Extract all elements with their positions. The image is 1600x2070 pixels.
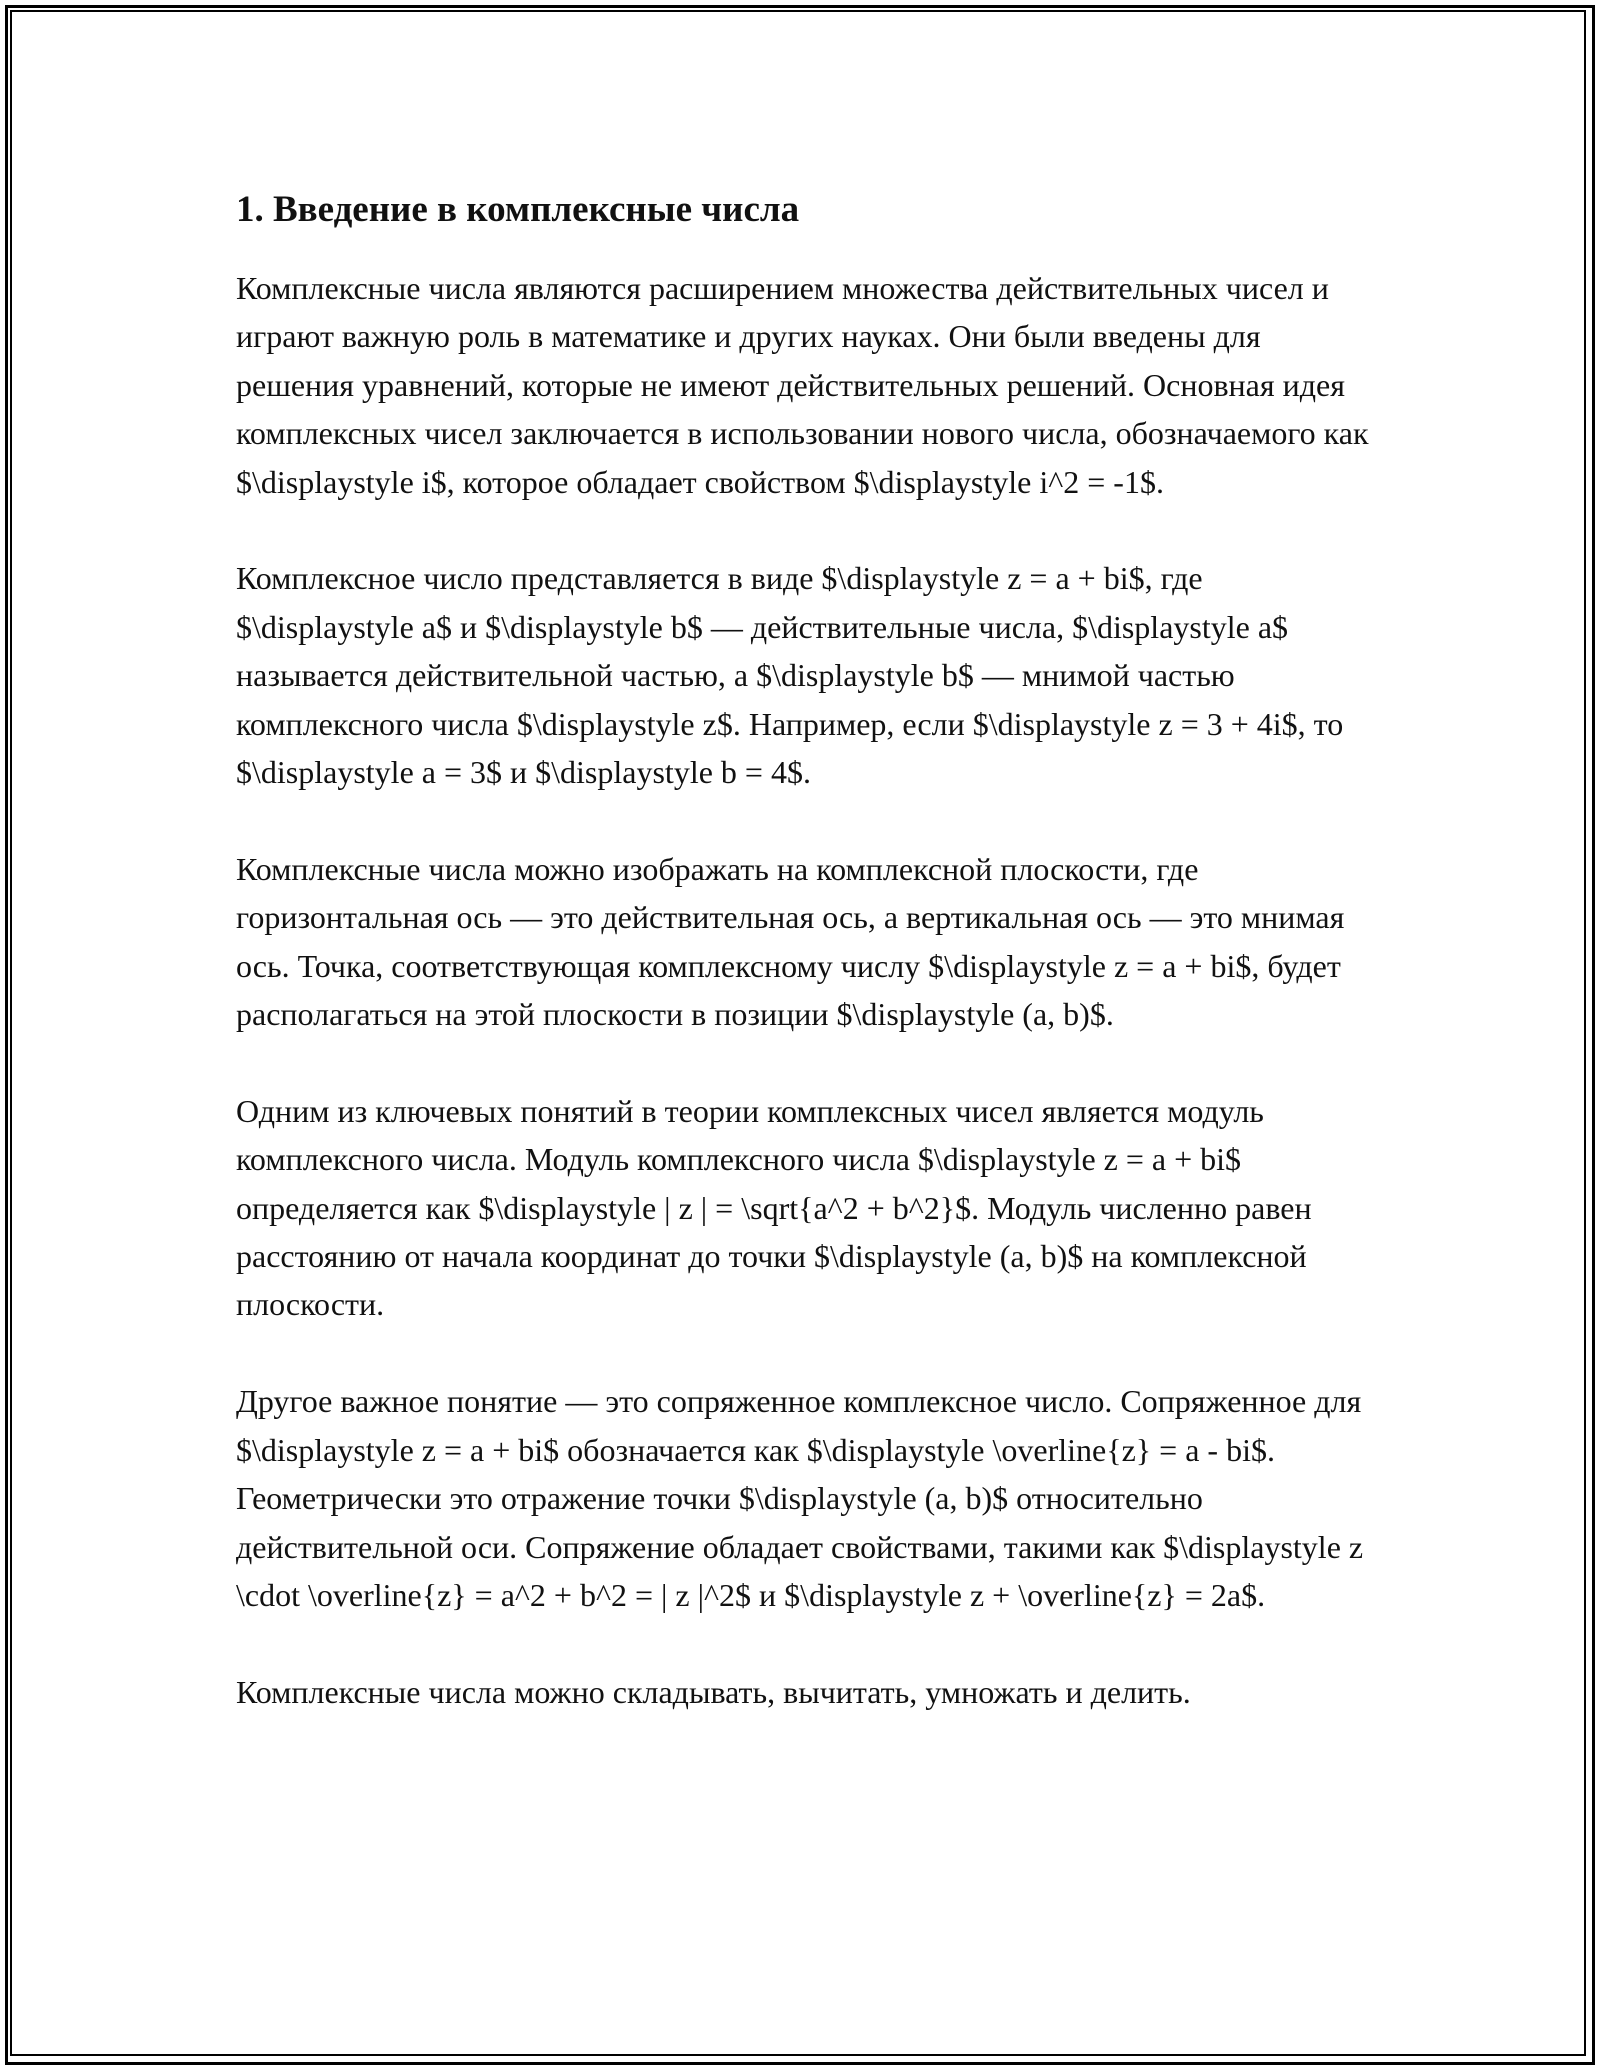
paragraph-representation: Комплексное число представляется в виде $\displaystyle z = a + bi$, где $\displaystyle a$ и $\displaystyle b$ — действительные числа, $\displaystyle a$ называется действительной частью, а $\displaystyle b$ — мнимой частью комплексного числа $\displaystyle z$. Например, если $\displaystyle z = 3 + 4i$, то $\displaystyle a = 3$ и $\displaystyle b = 4$. — [236, 560, 1344, 791]
paragraph-complex-plane: Комплексные числа можно изображать на комплексной плоскости, где горизонтальная ось — это действительная ось, а вертикальная ось — это мнимая ось. Точка, соответствующая комплексному числу $\displaystyle z = a + bi$, будет располагаться на этой плоскости в позиции $\displaystyle (a, b)$. — [236, 850, 1345, 1033]
section-heading: 1. Введение в комплексные числа — [236, 189, 800, 230]
paragraph-modulus: Одним из ключевых понятий в теории комплексных чисел является модуль комплексного числа. Модуль комплексного числа $\displaystyle z = a + bi$ определяется как $\displaystyle | z | = \sqrt{a^2 + b^2}$. Модуль численно равен расстоянию от начала координат до точки $\displaystyle (a, b)$ на комплексной плоскости. — [236, 1092, 1312, 1323]
paragraph-conjugate: Другое важное понятие — это сопряженное комплексное число. Сопряженное для $\displaystyle z = a + bi$ обозначается как $\displaystyle \overline{z} = a - bi$. Геометрически это отражение точки $\displaystyle (a, b)$ относительно действительной оси. Сопряжение обладает свойствами, такими как $\displaystyle z \cdot \overline{z} = a^2 + b^2 = | z |^2$ и $\displaystyle z + \overline{z} = 2a$. — [236, 1383, 1364, 1613]
paragraph-intro: Комплексные числа являются расширением множества действительных чисел и играют важную роль в математике и других науках. Они были введены для решения уравнений, которые не имеют действительных решений. Основная идея комплексных чисел заключается в использовании нового числа, обозначаемого как $\displaystyle i$, которое обладает свойством $\displaystyle i^2 = -1$. — [236, 270, 1369, 500]
paragraph-operations: Комплексные числа можно складывать, вычитать, умножать и делить. — [236, 1673, 1191, 1710]
document-body — [236, 186, 1386, 1716]
